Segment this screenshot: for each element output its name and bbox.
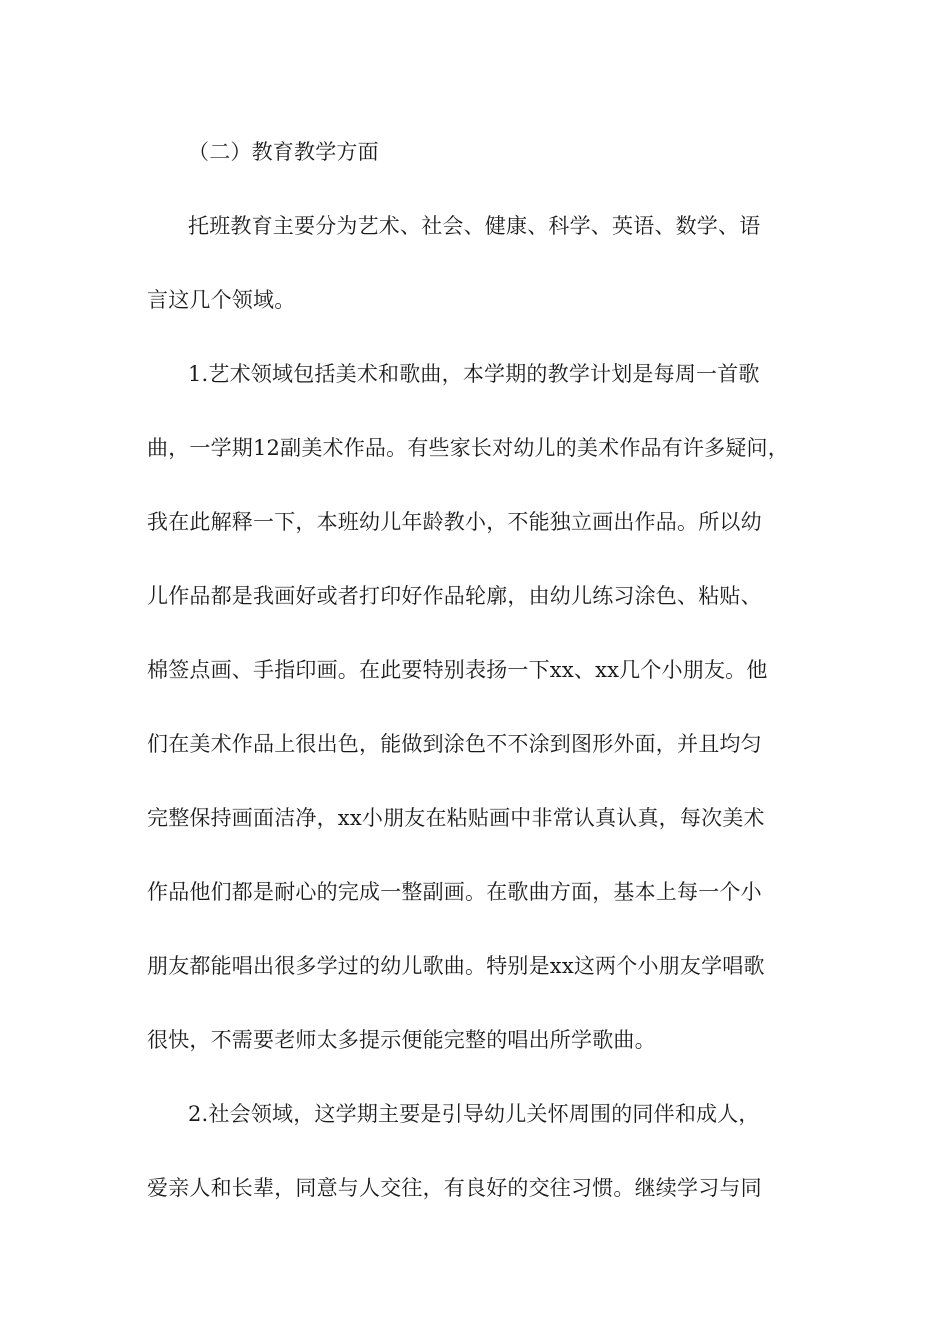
- paragraph-line: 爱亲人和长辈，同意与人交往，有良好的交往习惯。继续学习与同: [147, 1176, 762, 1200]
- paragraph-line: 作品他们都是耐心的完成一整副画。在歌曲方面，基本上每一个小: [147, 880, 762, 904]
- paragraph-line: 曲，一学期12副美术作品。有些家长对幼儿的美术作品有许多疑问，: [147, 436, 789, 460]
- paragraph-line: 1.艺术领域包括美术和歌曲，本学期的教学计划是每周一首歌: [188, 362, 760, 386]
- paragraph-line: 完整保持画面洁净，xx小朋友在粘贴画中非常认真认真，每次美术: [147, 806, 765, 830]
- section-heading: （二）教育教学方面: [188, 140, 379, 164]
- paragraph-line: 儿作品都是我画好或者打印好作品轮廓，由幼儿练习涂色、粘贴、: [147, 584, 762, 608]
- paragraph-line: 们在美术作品上很出色，能做到涂色不不涂到图形外面，并且均匀: [147, 732, 762, 756]
- paragraph-line: 很快，不需要老师太多提示便能完整的唱出所学歌曲。: [147, 1028, 656, 1052]
- paragraph-line: 言这几个领域。: [147, 288, 296, 312]
- paragraph-line: 2.社会领域，这学期主要是引导幼儿关怀周围的同伴和成人，: [188, 1102, 760, 1126]
- paragraph-line: 我在此解释一下，本班幼儿年龄教小，不能独立画出作品。所以幼: [147, 510, 762, 534]
- paragraph-line: 棉签点画、手指印画。在此要特别表扬一下xx、xx几个小朋友。他: [147, 658, 768, 682]
- paragraph-line: 托班教育主要分为艺术、社会、健康、科学、英语、数学、语: [188, 214, 761, 238]
- paragraph-line: 朋友都能唱出很多学过的幼儿歌曲。特别是xx这两个小朋友学唱歌: [147, 954, 765, 978]
